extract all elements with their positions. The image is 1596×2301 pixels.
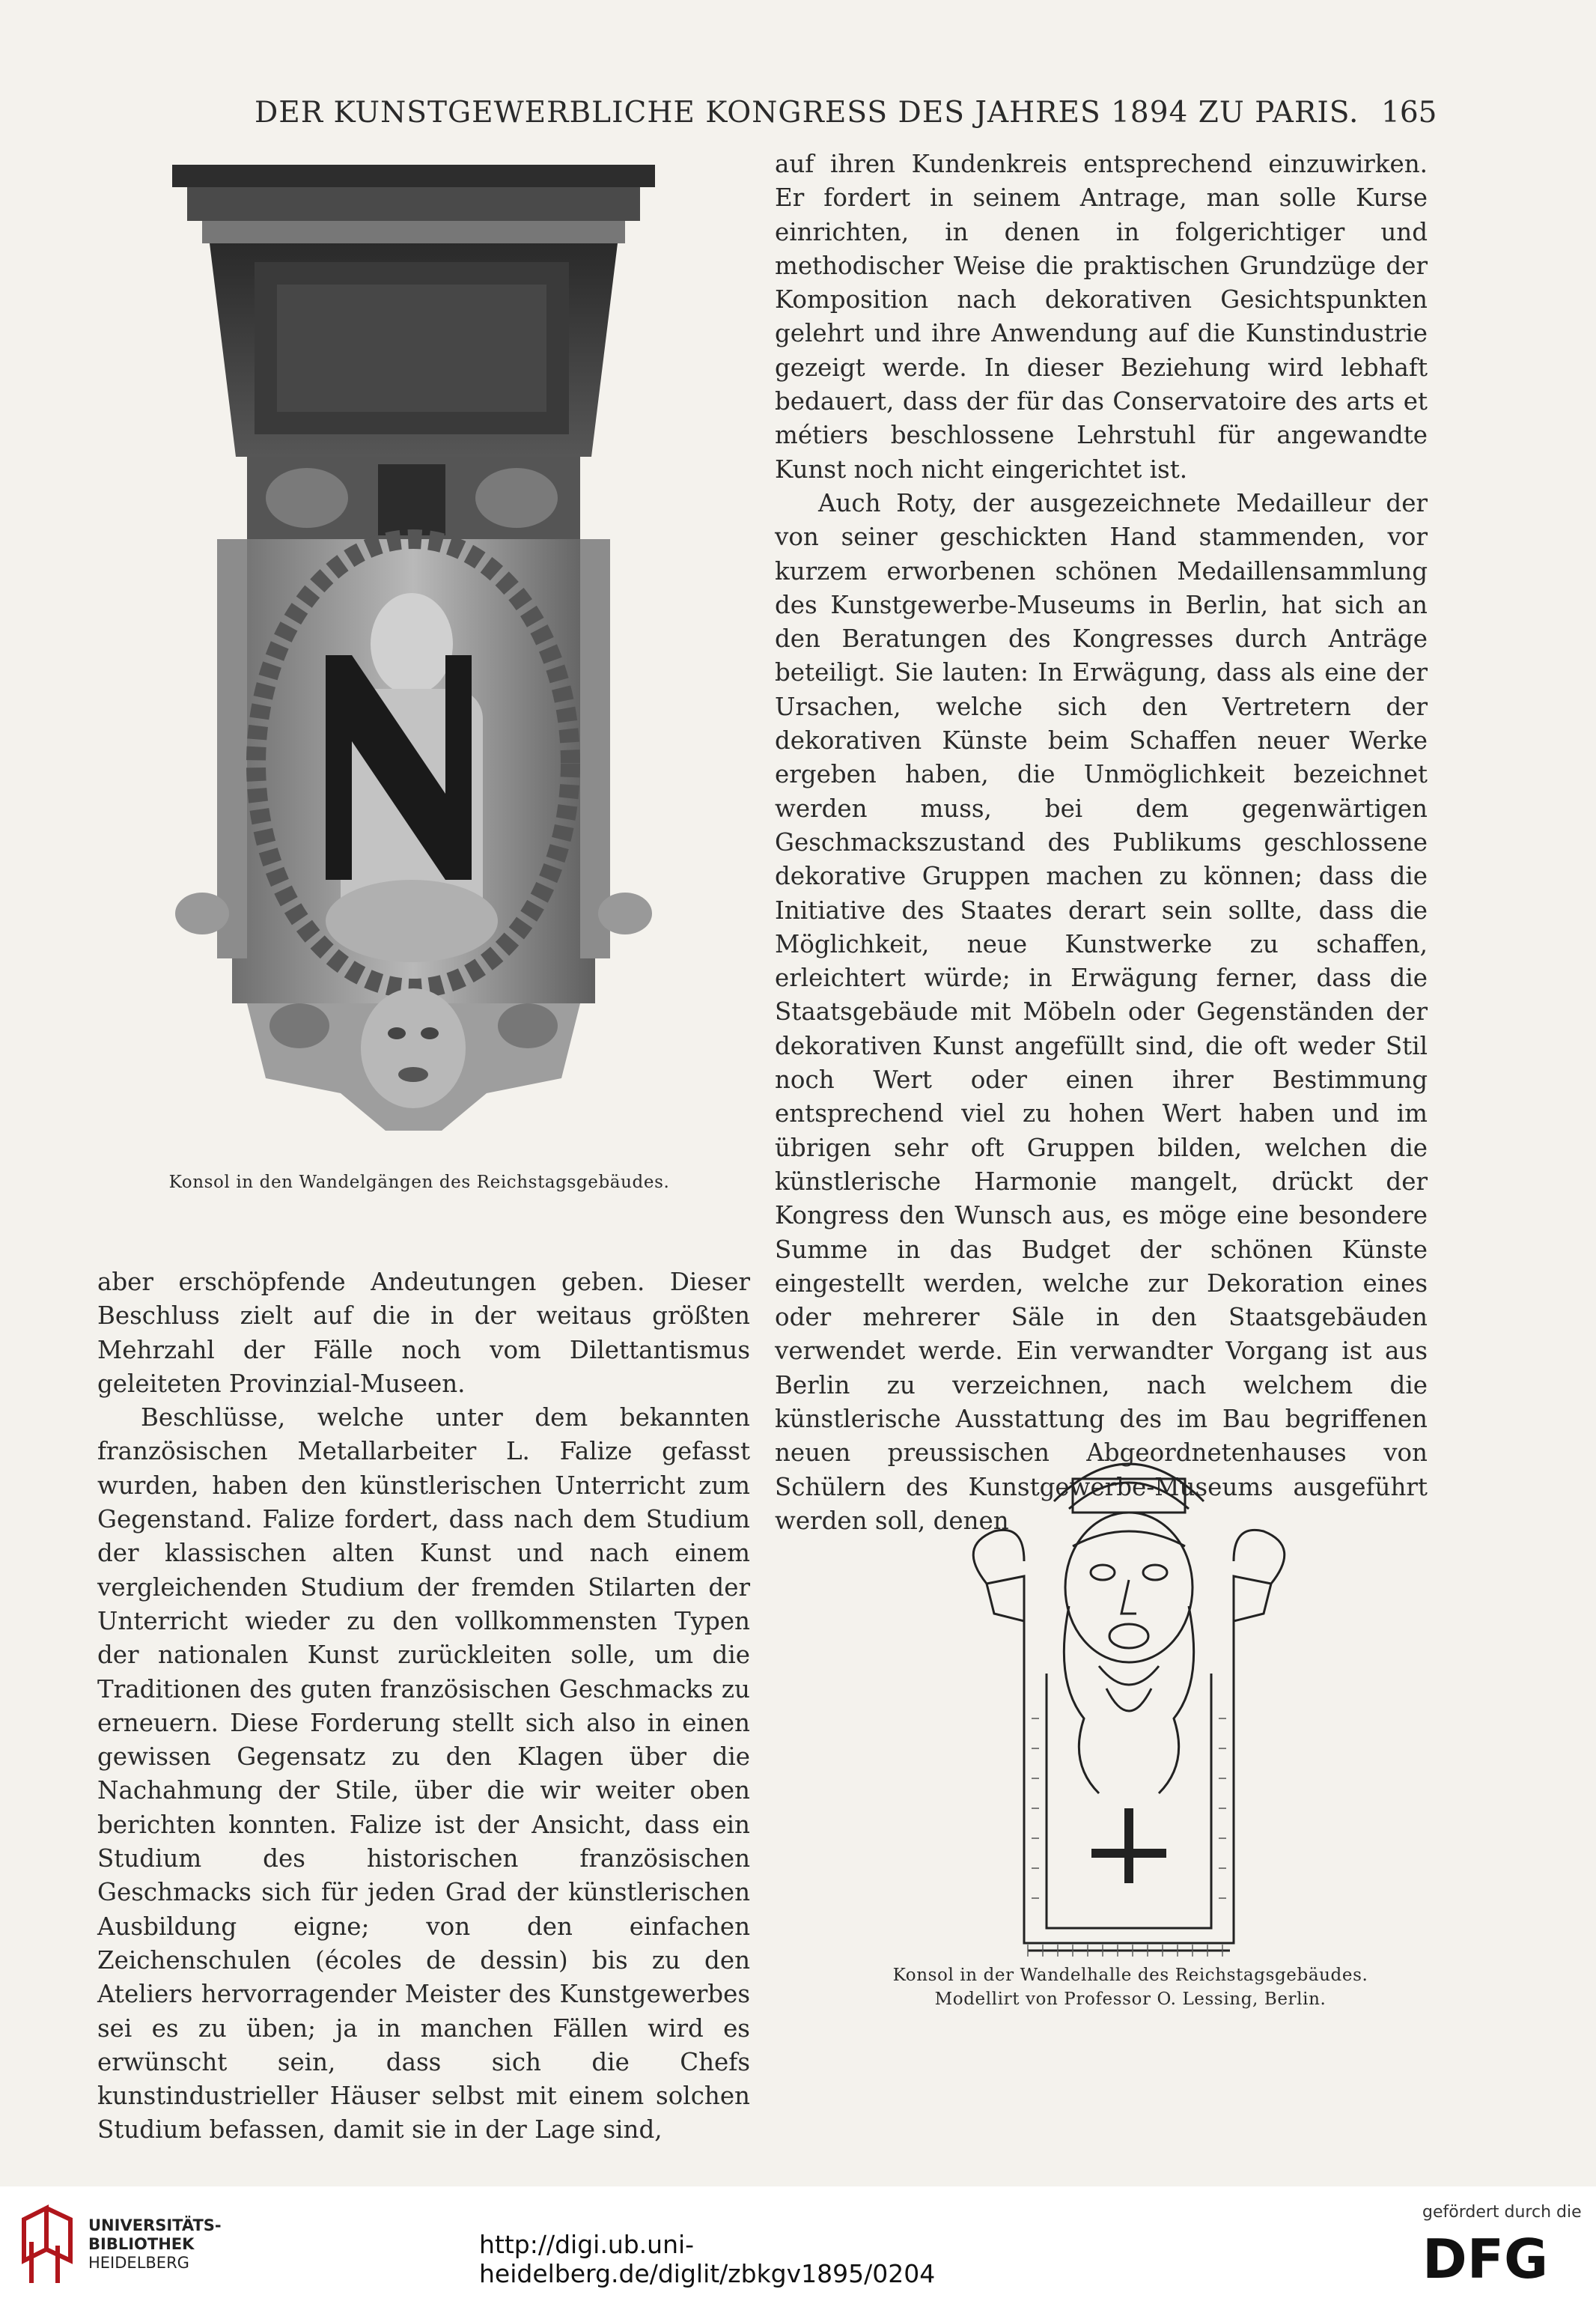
- left-column-text: [97, 1265, 750, 2148]
- right-column-text: [775, 148, 1428, 1538]
- library-name-line-3: HEIDELBERG: [88, 2254, 189, 2272]
- funder-label: gefördert durch die: [1422, 2203, 1582, 2222]
- digitization-footer: [0, 2186, 1596, 2301]
- dfg-logo: [1422, 2233, 1572, 2285]
- library-name: [88, 2216, 222, 2273]
- figure-1-caption: Konsol in den Wandelgängen des Reichstagsgebäudes.: [168, 1173, 670, 1192]
- library-name-line-1: UNIVERSITÄTS-: [88, 2216, 222, 2234]
- dfg-logo-text: DFG: [1422, 2233, 1549, 2285]
- paragraph: auf ihren Kundenkreis entsprechend einzuwirken. Er fordert in seinem Antrage, man solle Kurse einrichten, in denen in folgerichtiger und methodischer Weise die praktischen Grundzüge der Komposition nach dekorativen Gesichtspunkten gelehrt und ihre Anwendung auf die Kunstindustrie gezeigt werde. In dieser Beziehung wird lebhaft bedauert, dass der für das Conservatoire des arts et métiers beschlossene Lehrstuhl für angewandte Kunst noch nicht eingerichtet ist.: [775, 150, 1428, 484]
- paragraph: Beschlüsse, welche unter dem bekannten französischen Metallarbeiter L. Falize gefasst wurden, haben den künstlerischen Unterricht zum Gegenstand. Falize fordert, dass nach dem Studium der klassischen alten Kunst und nach einem vergleichenden Studium der fremden Stilarten der Unterricht wieder zu den vollkommensten Typen der nationalen Kunst zurückleiten solle, um die Traditionen des guten französischen Geschmacks zu erneuern. Diese Forderung stellt sich also in einen gewissen Gegensatz zu den Klagen über die Nachahmung der Stile, über die wir weiter oben berichten konnten. Falize ist der Ansicht, dass ein Studium des historischen französischen Geschmacks sich für jeden Grad der künstlerischen Ausbildung eigne; von den einfachen Zeichenschulen (écoles de dessin) bis zu den Ateliers hervorragender Meister des Kunstgewerbes sei es zu üben; ja in manchen Fällen wird es erwünscht sein, dass sich die Chefs kunstindustrieller Häuser selbst mit einem solchen Studium befassen, damit sie in der Lage sind,: [97, 1403, 750, 2145]
- paragraph: Auch Roty, der ausgezeichnete Medailleur der von seiner geschickten Hand stammenden, vor kurzem erworbenen schönen Medaillensammlung des Kunstgewerbe-Museums in Berlin, hat sich an den Beratungen des Kongresses durch Anträge beteiligt. Sie lauten: In Erwägung, dass als eine der Ursachen, welche sich den Vertretern der dekorativen Künste beim Schaffen neuer Werke ergeben haben, die Unmöglichkeit bezeichnet werden muss, bei dem gegenwärtigen Geschmackszustand des Publikums geschlossene dekorative Gruppen machen zu können; dass die Initiative des Staates derart sein sollte, dass die Möglichkeit, neue Kunstwerke zu schaffen, erleichtert würde; in Erwägung ferner, dass die Staatsgebäude mit Möbeln oder Gegenständen der dekorativen Kunst angefüllt sind, die oft weder Stil noch Wert oder einen ihrer Bestimmung entsprechend viel zu hohen Wert haben und im übrigen sehr oft Gruppen bilden, welchen die künstlerische Harmonie mangelt, drückt der Kongress den Wunsch aus, es möge eine besondere Summe in das Budget der schönen Künste eingestellt werden, welche zur Dekoration eines oder mehrerer Säle in den Staatsgebäuden verwendet werde. Ein verwandter Vorgang ist aus Berlin zu verzeichnen, nach welchem die künstlerische Ausstattung des im Bau begriffenen neuen preussischen Abgeordnetenhauses von Schülern des Kunstgewerbe-Museums ausgeführt werden soll, denen: [775, 488, 1428, 1535]
- figure-2-caption-line-1: Konsol in der Wandelhalle des Reichstagsgebäudes.: [892, 1966, 1368, 1985]
- running-title: DER KUNSTGEWERBLICHE KONGRESS DES JAHRES 1894 ZU PARIS.: [255, 96, 1359, 130]
- console-figure-reichstag-hall-mask: [942, 1434, 1316, 1958]
- console-figure-reichstag-corridor: [172, 165, 655, 1131]
- figure-2-caption-line-2: Modellirt von Professor O. Lessing, Berlin.: [934, 1990, 1327, 2009]
- paragraph: aber erschöpfende Andeutungen geben. Dieser Beschluss zielt auf die in der weitaus größten Mehrzahl der Fälle noch vom Dilettantismus geleiteten Provinzial-Museen.: [97, 1268, 750, 1398]
- page-number: 165: [1381, 96, 1437, 130]
- university-library-logo-icon: [16, 2204, 78, 2287]
- library-name-line-2: BIBLIOTHEK: [88, 2235, 195, 2253]
- figure-2-caption: [831, 1963, 1430, 2011]
- digital-object-url[interactable]: http://digi.ub.uni-heidelberg.de/diglit/zbkgv1895/0204: [479, 2230, 936, 2288]
